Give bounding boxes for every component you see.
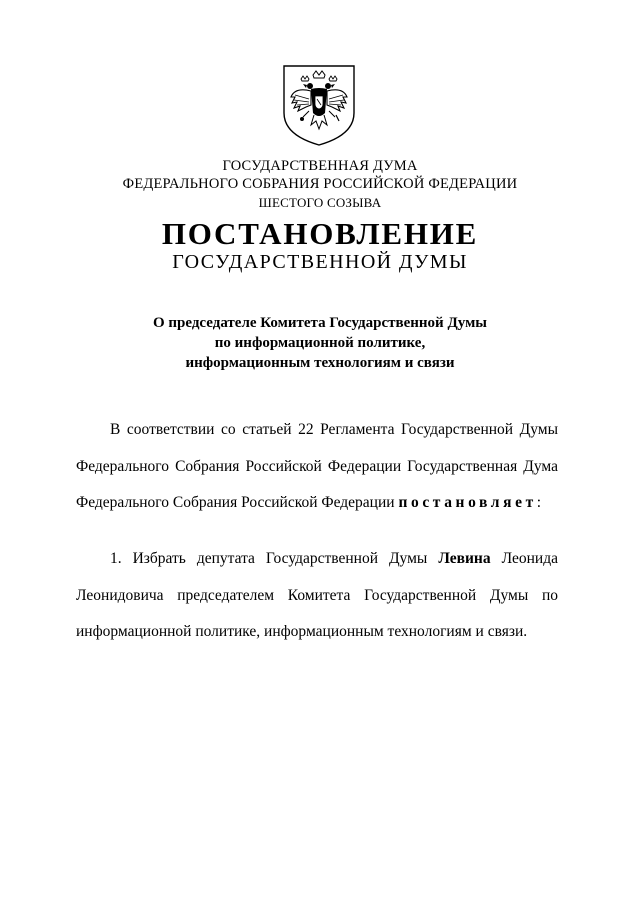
subject-line-3: информационным технологиям и связи: [185, 355, 455, 371]
document-type-title: ПОСТАНОВЛЕНИЕ: [161, 216, 479, 251]
paragraph2-line2: Леонидовича председателем Комитета Государственной Думы по: [76, 587, 558, 604]
paragraph1-line2: Федерального Собрания Российской Федерации Государственная Дума: [76, 458, 558, 475]
coat-of-arms-emblem: [281, 63, 357, 147]
document-issuer-title: ГОСУДАРСТВЕННОЙ ДУМЫ: [172, 251, 468, 273]
subject-line-1: О председателе Комитета Государственной Думы: [152, 315, 487, 331]
paragraph1-line3-end: :: [536, 494, 542, 511]
deputy-surname: Левина: [438, 550, 491, 567]
paragraph2-line1-start: 1. Избрать депутата Государственной Думы: [110, 550, 439, 567]
paragraph1-line3-text: Федерального Собрания Российской Федерации: [76, 494, 399, 511]
header-line-federal-assembly: ФЕДЕРАЛЬНОГО СОБРАНИЯ РОССИЙСКОЙ ФЕДЕРАЦИИ: [122, 176, 518, 192]
paragraph2-line1-end: Леонида: [490, 550, 558, 567]
paragraph2-line1: [110, 549, 558, 569]
header-line-duma: ГОСУДАРСТВЕННАЯ ДУМА: [222, 158, 418, 174]
paragraph1-line1: В соответствии со статьей 22 Регламента Государственной Думы: [110, 421, 558, 438]
paragraph1-line3: [76, 493, 541, 513]
resolves-verb: постановляет: [398, 494, 537, 511]
header-line-convocation: ШЕСТОГО СОЗЫВА: [258, 195, 382, 210]
paragraph2-line3: информационной политике, информационным технологиям и связи.: [76, 623, 528, 640]
subject-line-2: по информационной политике,: [214, 335, 426, 351]
